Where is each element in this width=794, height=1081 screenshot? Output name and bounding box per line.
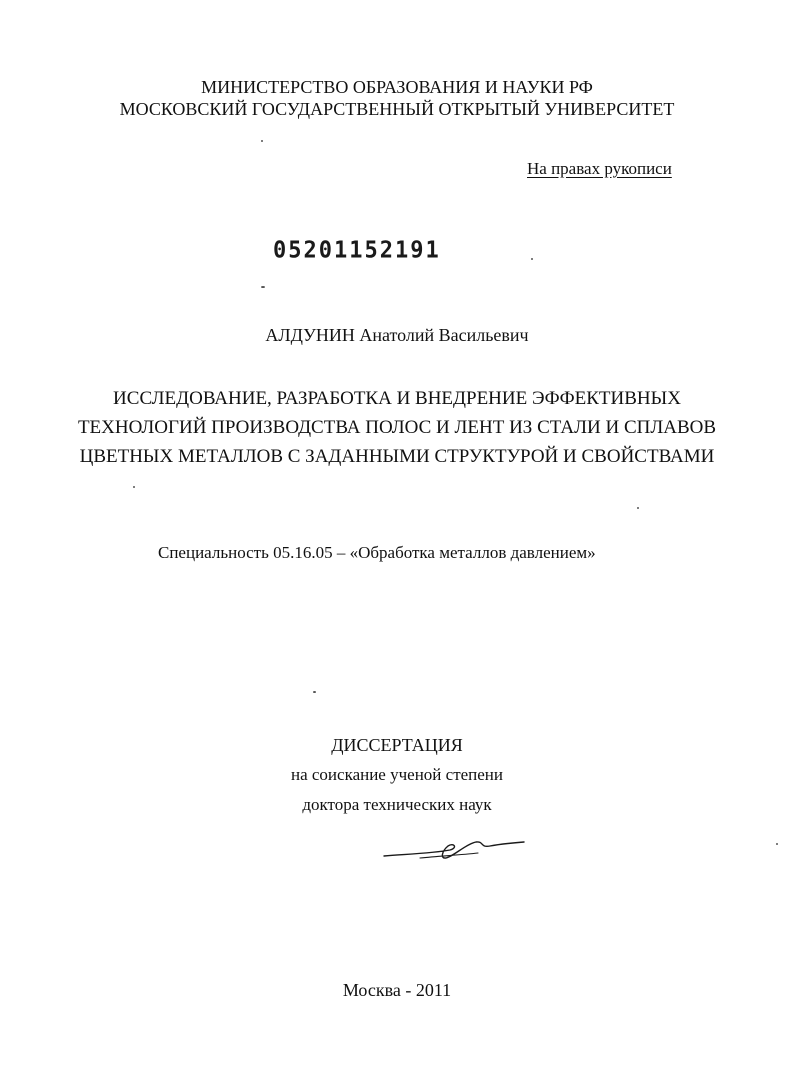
handwritten-signature	[380, 832, 530, 868]
ministry-name: МИНИСТЕРСТВО ОБРАЗОВАНИЯ И НАУКИ РФ	[201, 77, 593, 97]
institution-header	[0, 76, 794, 120]
scan-speck	[531, 258, 533, 260]
author-surname: АЛДУНИН	[265, 325, 355, 345]
specialty-line: Специальность 05.16.05 – «Обработка металлов давлением»	[158, 543, 596, 562]
scan-speck	[776, 843, 778, 845]
author-given-name: Анатолий Васильевич	[359, 325, 529, 345]
degree-block	[0, 730, 794, 820]
document-type: ДИССЕРТАЦИЯ	[331, 735, 463, 755]
scan-speck	[637, 507, 639, 509]
university-name: МОСКОВСКИЙ ГОСУДАРСТВЕННЫЙ ОТКРЫТЫЙ УНИВЕРСИТЕТ	[119, 99, 675, 119]
city-year: Москва - 2011	[342, 980, 452, 1000]
degree-purpose: на соискание ученой степени	[290, 765, 504, 784]
library-serial-number: 05201152191	[273, 237, 441, 264]
manuscript-note: На правах рукописи	[527, 159, 672, 178]
author-name	[0, 325, 794, 346]
scan-speck	[261, 140, 263, 142]
degree-level: доктора технических наук	[302, 795, 492, 814]
title-line: ЦВЕТНЫХ МЕТАЛЛОВ С ЗАДАННЫМИ СТРУКТУРОЙ И СВОЙСТВАМИ	[79, 446, 715, 467]
title-line: ИССЛЕДОВАНИЕ, РАЗРАБОТКА И ВНЕДРЕНИЕ ЭФФЕКТИВНЫХ	[113, 388, 681, 409]
dissertation-title	[0, 384, 794, 471]
title-line: ТЕХНОЛОГИЙ ПРОИЗВОДСТВА ПОЛОС И ЛЕНТ ИЗ СТАЛИ И СПЛАВОВ	[77, 417, 717, 438]
scan-speck	[133, 486, 135, 488]
scan-speck	[313, 691, 316, 693]
scan-speck	[261, 286, 265, 288]
